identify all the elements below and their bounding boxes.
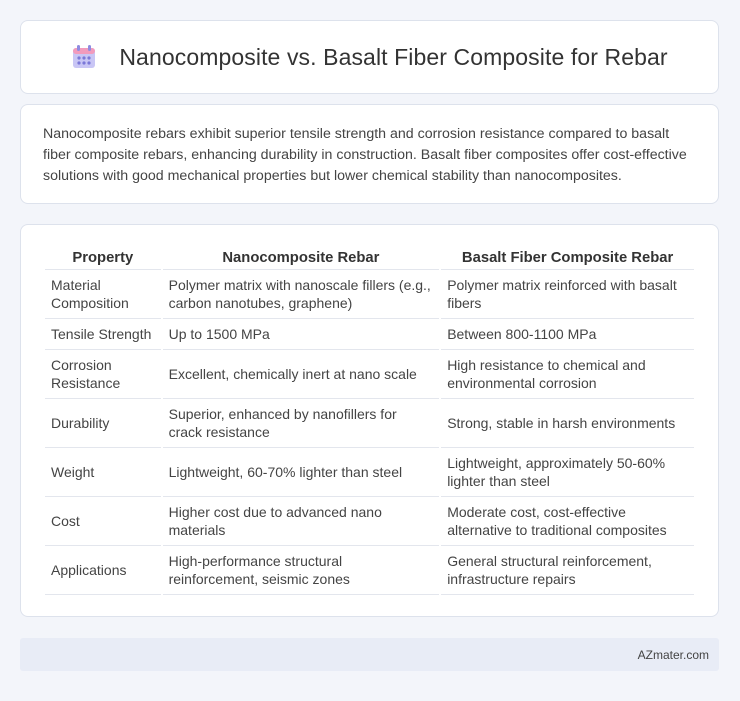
table-row (45, 319, 694, 350)
footer-bar (20, 638, 719, 671)
row-nanocomposite: Up to 1500 MPa (163, 319, 440, 350)
table-row (45, 350, 694, 399)
header-nanocomposite: Nanocomposite Rebar (163, 243, 440, 270)
row-basalt: General structural reinforcement, infrastructure repairs (441, 546, 694, 595)
footer-brand[interactable]: AZmater.com (637, 647, 709, 662)
row-nanocomposite: Higher cost due to advanced nano materials (163, 497, 440, 546)
table-header-row (45, 243, 694, 270)
row-nanocomposite: Superior, enhanced by nanofillers for crack resistance (163, 399, 440, 448)
row-property: Applications (45, 546, 161, 595)
table-row (45, 497, 694, 546)
table-row (45, 448, 694, 497)
row-basalt: Between 800-1100 MPa (441, 319, 694, 350)
row-property: Corrosion Resistance (45, 350, 161, 399)
title-card (20, 20, 719, 94)
row-basalt: Lightweight, approximately 50-60% lighter than steel (441, 448, 694, 497)
row-property: Cost (45, 497, 161, 546)
row-nanocomposite: Excellent, chemically inert at nano scale (163, 350, 440, 399)
header-property: Property (45, 243, 161, 270)
table-row (45, 546, 694, 595)
row-nanocomposite: High-performance structural reinforcement, seismic zones (163, 546, 440, 595)
calendar-icon (71, 44, 97, 70)
header-basalt: Basalt Fiber Composite Rebar (441, 243, 694, 270)
row-basalt: Moderate cost, cost-effective alternative to traditional composites (441, 497, 694, 546)
summary-text: Nanocomposite rebars exhibit superior tensile strength and corrosion resistance compared to basalt fiber composite rebars, enhancing durability in construction. Basalt fiber composites offer cost-effective solutions with good mechanical properties but lower chemical stability than nanocomposites. (43, 126, 687, 184)
table-row (45, 270, 694, 319)
row-property: Weight (45, 448, 161, 497)
row-property: Tensile Strength (45, 319, 161, 350)
row-nanocomposite: Polymer matrix with nanoscale fillers (e.g., carbon nanotubes, graphene) (163, 270, 440, 319)
summary-card (20, 104, 719, 204)
row-basalt: Strong, stable in harsh environments (441, 399, 694, 448)
row-basalt: Polymer matrix reinforced with basalt fibers (441, 270, 694, 319)
row-basalt: High resistance to chemical and environmental corrosion (441, 350, 694, 399)
comparison-table (43, 243, 696, 595)
row-nanocomposite: Lightweight, 60-70% lighter than steel (163, 448, 440, 497)
row-property: Material Composition (45, 270, 161, 319)
comparison-table-card (20, 224, 719, 617)
page-title: Nanocomposite vs. Basalt Fiber Composite for Rebar (119, 43, 668, 70)
row-property: Durability (45, 399, 161, 448)
table-row (45, 399, 694, 448)
